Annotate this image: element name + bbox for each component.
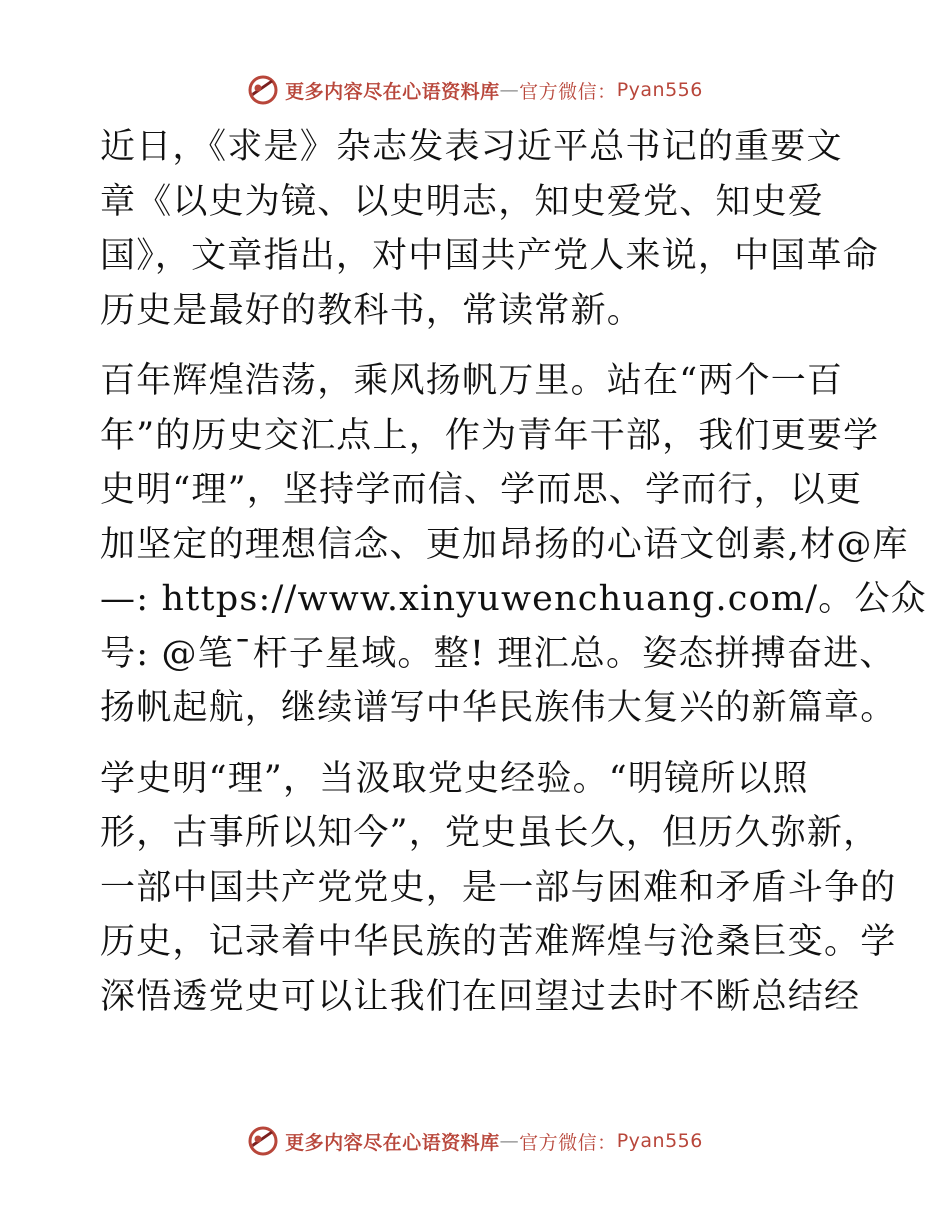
watermark-wechat-id: Pyan556 — [616, 1130, 703, 1152]
watermark-separator: — — [499, 79, 520, 101]
text-line: 号: @笔¯杆子星域。整! 理汇总。姿态拼搏奋进、 — [100, 633, 896, 674]
watermark-main-text: 更多内容尽在心语资料库 — [285, 1131, 500, 1154]
brand-logo-icon — [247, 74, 279, 106]
text-line: 一部中国共产党党史，是一部与困难和矛盾斗争的 — [100, 867, 897, 908]
text-line-url: —: https://www.xinyuwenchuang.com/。公众 — [100, 579, 927, 619]
watermark-main-text: 更多内容尽在心语资料库 — [285, 80, 500, 103]
text-line: 近日，《求是》杂志发表习近平总书记的重要文 — [100, 127, 843, 167]
text-line: 百年辉煌浩荡，乘风扬帆万里。站在“两个一百 — [100, 361, 844, 401]
paragraph-1 — [100, 120, 879, 338]
watermark-wechat-id: Pyan556 — [616, 79, 703, 101]
paragraph-2 — [100, 354, 927, 736]
text-line: 历史，记录着中华民族的苦难辉煌与沧桑巨变。学 — [100, 922, 897, 962]
text-line: 形，古事所以知今”，党史虽长久，但历久弥新， — [100, 813, 880, 853]
watermark-contact-label: 官方微信： — [519, 1131, 617, 1154]
watermark-contact-label: 官方微信： — [519, 80, 617, 103]
text-line: 国》，文章指出，对中国共产党人来说，中国革命 — [100, 236, 879, 276]
brand-logo-icon — [247, 1125, 279, 1157]
paragraph-3 — [100, 752, 897, 1025]
watermark-separator: — — [499, 1130, 520, 1152]
text-line: 扬帆起航，继续谱写中华民族伟大复兴的新篇章。 — [100, 688, 897, 728]
text-line: 深悟透党史可以让我们在回望过去时不断总结经 — [100, 976, 861, 1017]
document-body — [100, 120, 927, 1040]
text-line: 学史明“理”，当汲取党史经验。“明镜所以照 — [100, 758, 809, 799]
text-line: 章《以史为镜、以史明志，知史爱党、知史爱 — [100, 181, 825, 222]
header-watermark — [0, 70, 950, 110]
text-line: 史明“理”，坚持学而信、学而思、学而行，以更 — [100, 470, 863, 510]
text-line: 加坚定的理想信念、更加昂扬的心语文创素,材@库 — [100, 524, 909, 565]
text-line: 历史是最好的教科书，常读常新。 — [100, 290, 644, 331]
footer-watermark — [0, 1121, 950, 1161]
text-line: 年”的历史交汇点上，作为青年干部，我们更要学 — [100, 415, 880, 456]
